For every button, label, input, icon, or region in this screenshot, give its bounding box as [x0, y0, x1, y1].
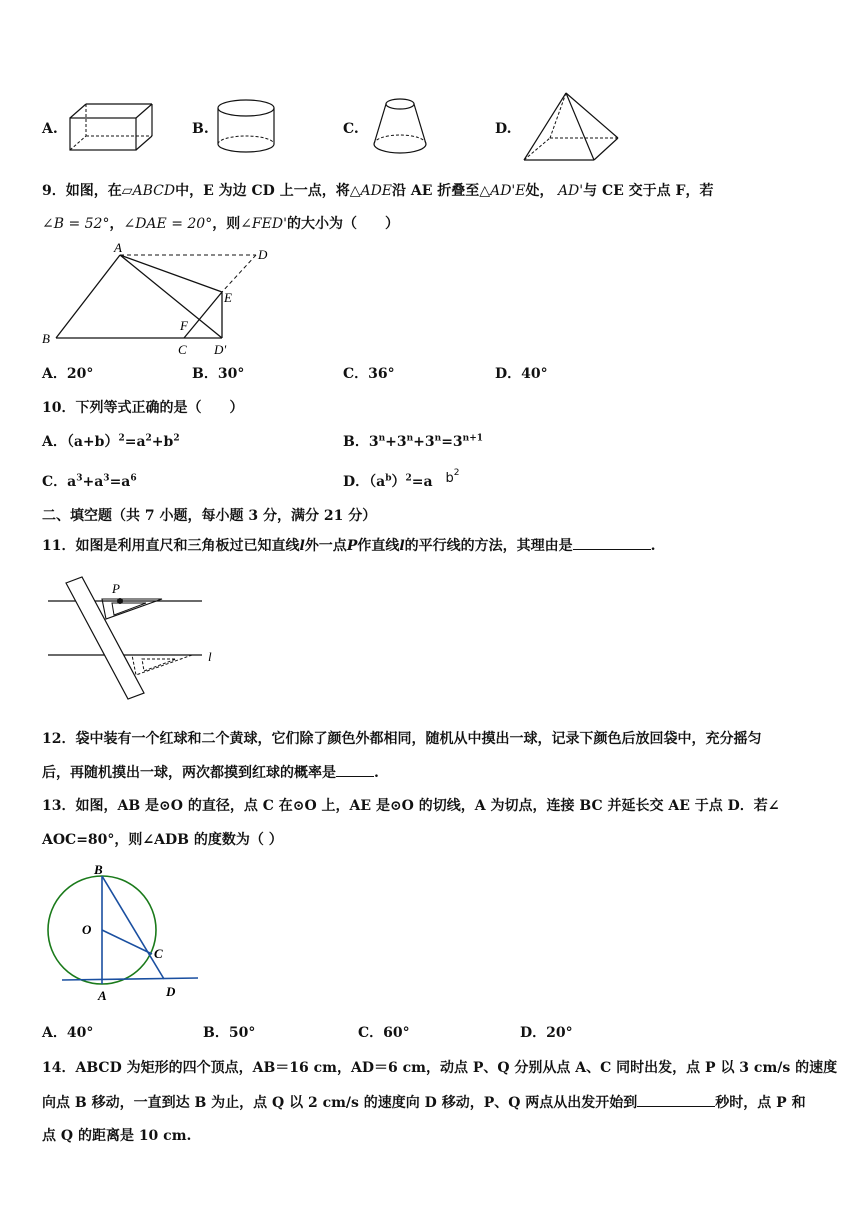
q10-d-text: ） — [391, 474, 406, 490]
q10-a-sup: 2 — [118, 433, 125, 444]
q13-option-b: B．50° — [203, 1025, 256, 1041]
q11-text: 作直线 — [357, 538, 400, 554]
q10-a-text: =a — [124, 434, 146, 450]
q9-label-d-prime: D' — [214, 342, 227, 357]
q11-math-l: l — [299, 538, 305, 554]
q10-d-sup: b — [385, 473, 392, 484]
q8-option-b-label: B. — [192, 121, 209, 137]
q13-label-a: A — [98, 988, 107, 1003]
q9-text: ，则 — [212, 216, 241, 232]
q9-text: 如图，在 — [65, 183, 122, 199]
q9-option-c: C．36° — [343, 366, 395, 382]
q9-text: 处， — [525, 183, 554, 199]
q9-label-e: E — [224, 290, 232, 305]
q11-text: . — [650, 538, 656, 554]
q10-b-sup: n — [434, 433, 442, 444]
q13-option-d: D．20° — [520, 1025, 573, 1041]
q10-option-c — [42, 472, 137, 492]
q9-label-c: C — [178, 342, 187, 357]
q10-c-text: C．a — [42, 474, 77, 490]
q11-label-l: l — [208, 649, 212, 664]
q12-stem-line-1: 12．袋中装有一个红球和二个黄球，它们除了颜色外都相同，随机从中摸出一球，记录下颜色后放回袋中，充分摇匀 — [42, 731, 762, 747]
q9-label-d: D — [258, 247, 268, 262]
q13-option-a: A．40° — [42, 1025, 94, 1041]
q10-a-sup: 2 — [173, 433, 180, 444]
q11-text: 外一点 — [304, 538, 347, 554]
q10-a-sup: 2 — [145, 433, 152, 444]
q10-option-d — [343, 468, 460, 493]
q9-text: 与 CE 交于点 F，若 — [583, 183, 714, 199]
q10-a-text: +b — [151, 434, 174, 450]
q10-c-sup: 6 — [130, 473, 137, 484]
q14-text: 秒时，点 P 和 — [715, 1095, 806, 1111]
q10-d-sup: 2 — [405, 473, 412, 484]
q8-option-c-label: C. — [343, 121, 359, 137]
q10-a-text: A．（a+b） — [42, 434, 119, 450]
q9-math-parallelogram: ▱ABCD — [121, 183, 176, 199]
q14-stem-line-1: 14．ABCD 为矩形的四个顶点，AB＝16 cm，AD＝6 cm，动点 P、Q 分别从点 A、C 同时出发，点 P 以 3 cm/s 的速度 — [42, 1060, 838, 1076]
q10-option-a — [42, 432, 180, 452]
q9-stem-line-1 — [42, 181, 714, 201]
q10-d-text: D．（a — [343, 474, 386, 490]
q10-d-tail: b — [445, 471, 454, 486]
q11-stem — [42, 535, 656, 556]
q10-d-text: =a — [411, 474, 433, 490]
q10-b-sup: n+1 — [462, 433, 484, 444]
q14-stem-line-3: 点 Q 的距离是 10 cm. — [42, 1128, 192, 1144]
q10-b-sup: n — [406, 433, 414, 444]
q13-option-c: C．60° — [358, 1025, 410, 1041]
q10-b-text: +3 — [385, 434, 407, 450]
rectangular-prism-figure — [66, 100, 158, 156]
q10-stem: 10．下列等式正确的是（ ） — [42, 400, 244, 416]
q13-label-c: C — [154, 946, 163, 961]
q9-text: ， — [109, 216, 124, 232]
q12-stem-line-2 — [42, 762, 379, 783]
q10-b-sup: n — [378, 433, 386, 444]
q13-circle-figure — [40, 862, 210, 1004]
q10-d-tail-sup: 2 — [453, 468, 460, 479]
q9-label-f: F — [180, 318, 188, 333]
q9-math-segment: AD' — [557, 183, 584, 199]
q8-option-d-label: D. — [495, 121, 512, 137]
q10-c-text: =a — [109, 474, 131, 490]
q13-label-b: B — [94, 862, 103, 877]
q13-label-o: O — [82, 922, 92, 937]
q11-label-p: P — [112, 581, 120, 596]
q13-label-d: D — [166, 984, 176, 999]
q11-text: 11．如图是利用直尺和三角板过已知直线 — [42, 538, 300, 554]
q9-option-d: D．40° — [495, 366, 548, 382]
q9-math-triangle: △ADE — [349, 183, 393, 199]
q10-c-sup: 3 — [76, 473, 83, 484]
q12-text: 后，再随机摸出一球，两次都摸到红球的概率是 — [42, 765, 336, 781]
q9-number: 9． — [42, 183, 66, 199]
q10-b-text: B．3 — [343, 434, 379, 450]
section-2-title: 二、填空题（共 7 小题，每小题 3 分，满分 21 分） — [42, 508, 377, 524]
q9-math-angle-b: ∠B = 52° — [42, 216, 110, 232]
q9-text: 中，E 为边 CD 上一点，将 — [175, 183, 350, 199]
q11-math-p: P — [346, 538, 358, 554]
q14-stem-line-2 — [42, 1092, 806, 1113]
q9-label-a: A — [114, 240, 122, 255]
q9-math-angle-dae: ∠DAE = 20° — [123, 216, 213, 232]
q12-text: . — [374, 765, 379, 781]
q10-c-sup: 3 — [103, 473, 110, 484]
q10-c-text: +a — [82, 474, 104, 490]
frustum-figure — [368, 94, 434, 160]
q9-math-triangle-folded: △AD'E — [479, 183, 526, 199]
q14-text: 向点 B 移动，一直到达 B 为止，点 Q 以 2 cm/s 的速度向 D 移动，P、Q 两点从出发开始到 — [42, 1095, 638, 1111]
pyramid-figure — [520, 90, 622, 164]
q13-stem-line-2: AOC=80°，则∠ADB 的度数为（ ） — [42, 832, 283, 848]
q14-answer-blank[interactable] — [637, 1092, 715, 1107]
q11-answer-blank[interactable] — [573, 535, 651, 550]
q11-math-l: l — [399, 538, 405, 554]
q11-text: 的平行线的方法，其理由是 — [404, 538, 573, 554]
q9-option-a: A．20° — [42, 366, 94, 382]
q10-b-text: =3 — [441, 434, 463, 450]
q12-answer-blank[interactable] — [336, 762, 374, 777]
q9-text: 的大小为（ ） — [286, 216, 399, 232]
q8-option-a-label: A. — [42, 121, 58, 137]
q9-parallelogram-figure — [38, 240, 278, 362]
q13-stem-line-1: 13．如图，AB 是⊙O 的直径，点 C 在⊙O 上，AE 是⊙O 的切线，A 为切点，连接 BC 并延长交 AE 于点 D．若∠ — [42, 798, 780, 814]
q9-math-angle-fed: ∠FED' — [240, 216, 287, 232]
q9-stem-line-2 — [42, 214, 399, 234]
q9-label-b: B — [42, 331, 50, 346]
q9-text: 沿 AE 折叠至 — [392, 183, 480, 199]
q10-b-text: +3 — [413, 434, 435, 450]
q10-option-b — [343, 432, 483, 452]
q11-ruler-triangle-figure — [42, 575, 232, 705]
cylinder-figure — [214, 96, 280, 158]
q9-option-b: B．30° — [192, 366, 245, 382]
